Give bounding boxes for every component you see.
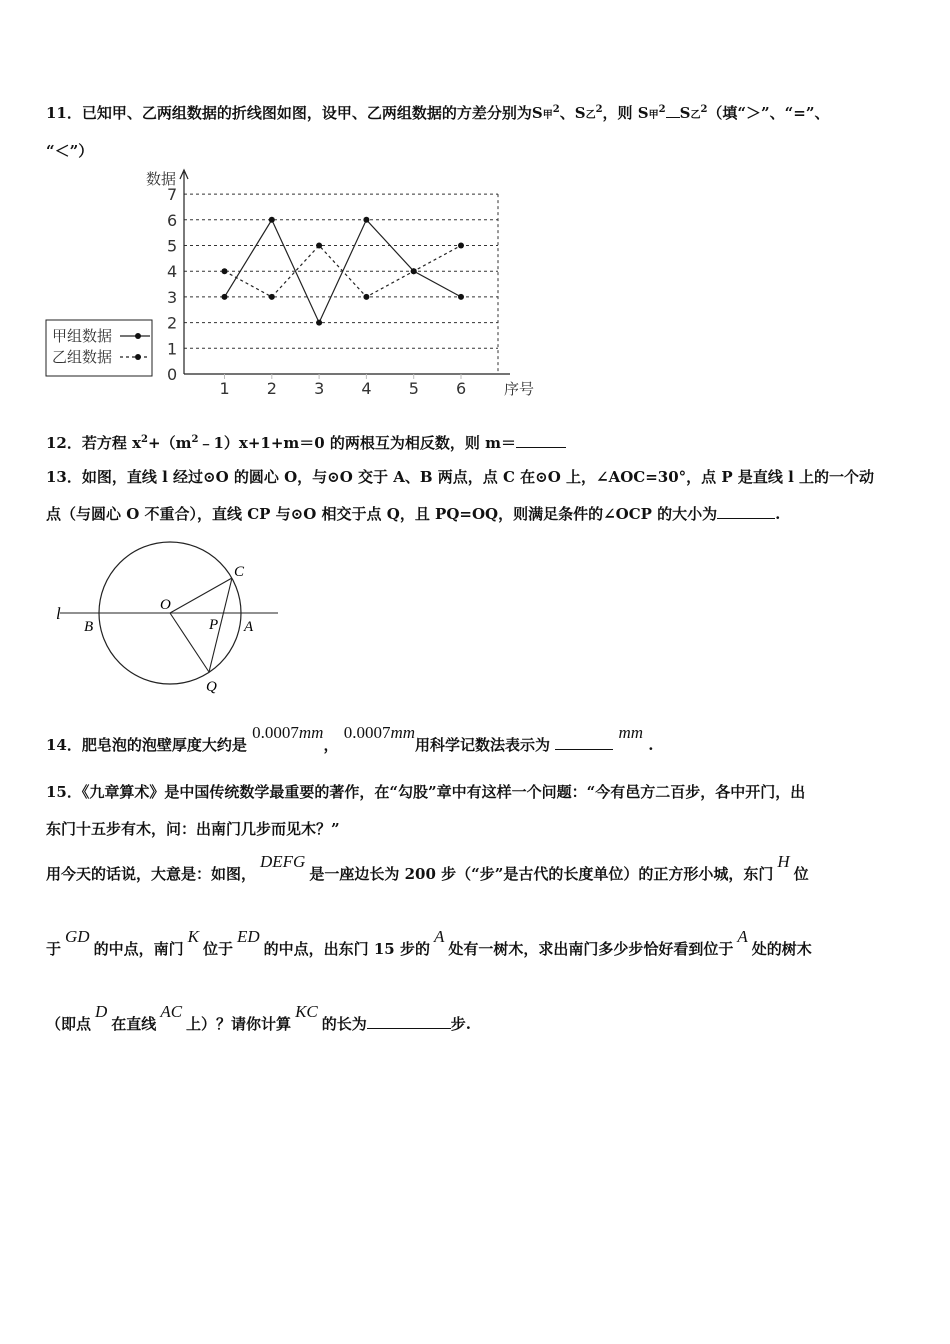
y-tick-label: 7 (167, 185, 178, 205)
series-2-point (316, 243, 322, 249)
x-tick-label: 1 (219, 379, 230, 398)
segment-oc (170, 578, 232, 613)
q14-line: 14．肥皂泡的泡壁厚度大约是 0.0007mm， 0.0007mm用科学记数法表示为 mm . (46, 723, 654, 754)
series-2-point (222, 268, 228, 274)
y-tick-label: 5 (167, 236, 178, 256)
x-tick-label: 3 (314, 379, 325, 398)
q13-answer-blank[interactable] (717, 506, 775, 519)
series-1-point (316, 320, 322, 326)
x-tick-label: 4 (361, 379, 372, 398)
q15-line5: （即点D在直线AC上）？请你计算KC的长为 步. (46, 1002, 471, 1033)
legend-marker-1 (135, 333, 141, 339)
q14-answer-blank[interactable] (555, 737, 613, 750)
q14-value-repeat: 0.0007mm (343, 723, 415, 742)
y-axis-label: 数据 (146, 170, 177, 188)
label-p: P (209, 617, 219, 633)
series-1-point (222, 294, 228, 300)
label-c: C (234, 564, 245, 580)
series-2-point (269, 294, 275, 300)
legend-marker-2 (135, 354, 141, 360)
q15-line3: 用今天的话说，大意是：如图，DEFG是一座边长为 200 步（“步”是古代的长度单位）的正方形小城，东门H位 (46, 852, 809, 883)
series-1-point (269, 217, 275, 223)
y-tick-label: 4 (167, 262, 178, 282)
series-2-point (363, 294, 369, 300)
q15-line1: 15．《九章算术》是中国传统数学最重要的著作，在“勾股”章中有这样一个问题：“今有邑方二百步，各中开门，出 (46, 783, 806, 801)
q14-value: 0.0007mm (252, 723, 324, 742)
segment-oq (170, 613, 209, 672)
x-tick-label: 5 (408, 379, 419, 398)
label-l: l (56, 604, 61, 623)
legend-label: 乙组数据 (52, 348, 113, 366)
q15-line4: 于GD的中点，南门K位于ED的中点，出东门 15 步的A处有一树木，求出南门多少步恰好看到位于A处的树木 (46, 927, 812, 958)
label-o: O (160, 597, 171, 613)
y-tick-label: 1 (167, 339, 178, 359)
q13-line1: 13．如图，直线 l 经过⊙O 的圆心 O，与⊙O 交于 A、B 两点，点 C 在⊙O 上，∠AOC=30°，点 P 是直线 l 上的一个动 (46, 468, 875, 486)
label-a: A (244, 619, 254, 635)
label-b: B (84, 619, 94, 635)
x-tick-label: 2 (266, 379, 277, 398)
q11-line-chart (40, 160, 560, 405)
series-1-point (363, 217, 369, 223)
q11-line2: “＜”） (46, 142, 94, 160)
legend-label: 甲组数据 (52, 327, 113, 345)
q13-line2: 点（与圆心 O 不重合），直线 CP 与⊙O 相交于点 Q，且 PQ=OQ，则满足条件的∠OCP 的大小为 . (46, 505, 781, 523)
q12-line: 12．若方程 $x^2+(m^2﹣1)x+1+m=0$ 的两根互为相反数，则 m＝ (46, 432, 566, 453)
q15-line2: 东门十五步有木，问：出南门几步而见木？” (46, 820, 340, 838)
y-tick-label: 3 (167, 287, 178, 307)
q12-answer-blank[interactable] (516, 435, 566, 448)
series-1-point (458, 294, 464, 300)
x-axis-label: 序号 (504, 380, 535, 398)
x-tick-label: 6 (456, 379, 467, 398)
q13-circle-diagram (50, 535, 290, 695)
series-2-point (458, 243, 464, 249)
y-tick-label: 6 (167, 210, 178, 230)
q11-answer-blank[interactable] (666, 105, 680, 118)
q11-line1: 11．已知甲、乙两组数据的折线图如图，设甲、乙两组数据的方差分别为S甲$^2$、S乙$^2$，则 S甲$^2$ S乙$^2$（填“＞”、“=”、 (46, 104, 830, 122)
series-2-point (411, 268, 417, 274)
y-tick-label: 2 (167, 313, 178, 333)
label-q: Q (206, 679, 217, 695)
q15-answer-blank[interactable] (367, 1016, 451, 1029)
y-tick-label: 0 (167, 365, 178, 384)
